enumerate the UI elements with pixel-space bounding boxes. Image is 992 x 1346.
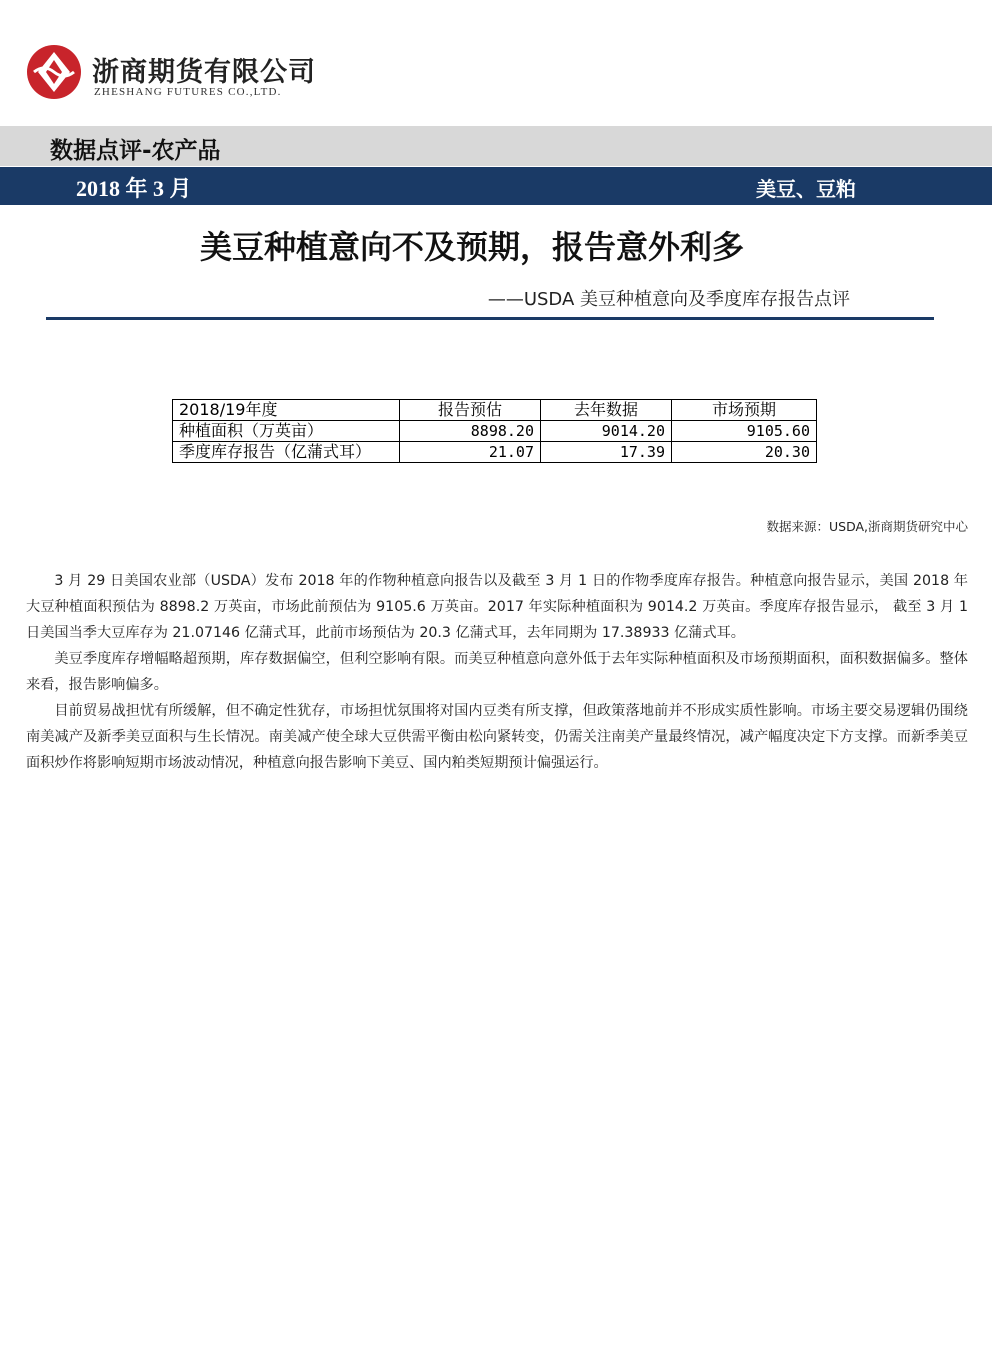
date-bar <box>0 167 992 205</box>
table-header-cell: 2018/19年度 <box>173 400 400 421</box>
report-date: 2018 年 3 月 <box>76 176 192 201</box>
table-row <box>173 421 817 442</box>
table-row <box>173 442 817 463</box>
table-header-cell: 报告预估 <box>400 400 541 421</box>
body-paragraph: 3 月 29 日美国农业部（USDA）发布 2018 年的作物种植意向报告以及截至 3 月 1 日的作物季度库存报告。种植意向报告显示，美国 2018 年大豆种植面积预估为 8898.2 万英亩，市场此前预估为 9105.6 万英亩。2017 年实际种植面积为 9014.2 万英亩。季度库存报告显示， 截至 3 月 1 日美国当季大豆库存为 21.07146 亿蒲式耳，此前市场预估为 20.3 亿蒲式耳，去年同期为 17.38933 亿蒲式耳。 <box>26 573 968 641</box>
report-title: 美豆种植意向不及预期，报告意外利多 <box>199 228 744 266</box>
table-cell: 9014.20 <box>541 421 672 442</box>
category-bar <box>0 126 992 166</box>
table-header-cell: 市场预期 <box>672 400 817 421</box>
body-paragraph: 美豆季度库存增幅略超预期，库存数据偏空，但利空影响有限。而美豆种植意向意外低于去年实际种植面积及市场预期面积，面积数据偏多。整体来看，报告影响偏多。 <box>26 651 968 693</box>
report-category: 数据点评-农产品 <box>50 138 221 164</box>
table-cell: 17.39 <box>541 442 672 463</box>
table-cell: 种植面积（万英亩） <box>173 421 400 442</box>
table-cell: 季度库存报告（亿蒲式耳） <box>173 442 400 463</box>
table-cell: 9105.60 <box>672 421 817 442</box>
company-name-cn: 浙商期货有限公司 <box>92 57 316 88</box>
report-body <box>26 568 968 776</box>
table-header-row <box>173 400 817 421</box>
body-paragraph: 目前贸易战担忧有所缓解，但不确定性犹存，市场担忧氛围将对国内豆类有所支撑，但政策落地前并不形成实质性影响。市场主要交易逻辑仍围绕南美减产及新季美豆面积与生长情况。南美减产使全球大豆供需平衡由松向紧转变，仍需关注南美产量最终情况，减产幅度决定下方支撑。而新季美豆面积炒作将影响短期市场波动情况，种植意向报告影响下美豆、国内粕类短期预计偏强运行。 <box>26 703 968 771</box>
commodity-tags: 美豆、豆粕 <box>756 177 856 201</box>
data-source-note: 数据来源：USDA,浙商期货研究中心 <box>766 519 968 534</box>
title-divider <box>46 317 934 320</box>
table-cell: 20.30 <box>672 442 817 463</box>
table-cell: 8898.20 <box>400 421 541 442</box>
company-name-en: ZHESHANG FUTURES CO.,LTD. <box>94 86 282 98</box>
table-header-cell: 去年数据 <box>541 400 672 421</box>
zheshang-logo-icon <box>26 44 82 100</box>
report-subtitle: ——USDA 美豆种植意向及季度库存报告点评 <box>487 289 850 310</box>
usda-data-table <box>172 399 817 463</box>
company-logo <box>26 44 316 106</box>
table-cell: 21.07 <box>400 442 541 463</box>
